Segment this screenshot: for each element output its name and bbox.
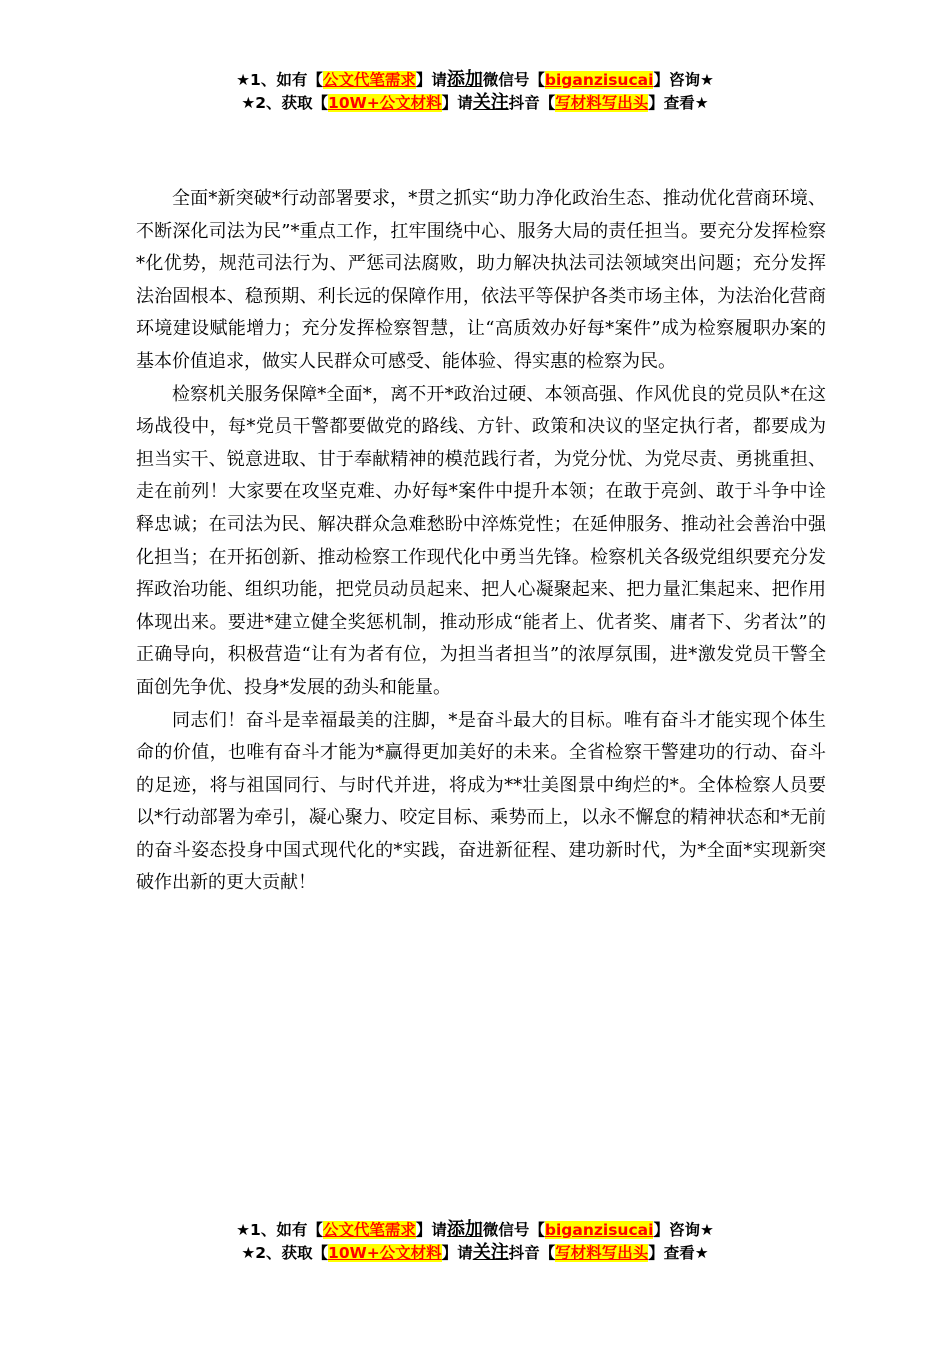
banner-line-1 bbox=[0, 68, 950, 91]
banner-text: 】请 bbox=[441, 94, 473, 112]
banner-text: 】请 bbox=[441, 1244, 473, 1262]
header-banner bbox=[0, 68, 950, 114]
banner-text: 】查看★ bbox=[648, 94, 709, 112]
highlight-service: 公文代笔需求 bbox=[322, 71, 416, 89]
banner-text: 微信号【 bbox=[482, 71, 545, 89]
highlight-materials: 10W+公文材料 bbox=[328, 1244, 442, 1262]
highlight-douyin-account: 写材料写出头 bbox=[555, 94, 649, 112]
banner-text: ★1、如有【 bbox=[236, 1221, 323, 1239]
highlight-materials: 10W+公文材料 bbox=[328, 94, 442, 112]
banner-text: 】咨询★ bbox=[653, 71, 714, 89]
banner-text: 抖音【 bbox=[508, 1244, 556, 1262]
emphasis-add: 添加 bbox=[446, 69, 483, 90]
emphasis-follow: 关注 bbox=[472, 1242, 509, 1263]
banner-text: 】查看★ bbox=[648, 1244, 709, 1262]
banner-line-1 bbox=[0, 1218, 950, 1241]
highlight-wechat-id: biganzisucai bbox=[544, 71, 654, 89]
banner-text: 微信号【 bbox=[482, 1221, 545, 1239]
banner-text: ★1、如有【 bbox=[236, 71, 323, 89]
banner-text: ★2、获取【 bbox=[241, 1244, 329, 1262]
document-body bbox=[136, 183, 826, 900]
emphasis-follow: 关注 bbox=[472, 92, 509, 113]
banner-text: ★2、获取【 bbox=[241, 94, 329, 112]
banner-line-2 bbox=[0, 91, 950, 114]
highlight-wechat-id: biganzisucai bbox=[544, 1221, 654, 1239]
paragraph-3: 同志们！奋斗是幸福最美的注脚，*是奋斗最大的目标。唯有奋斗才能实现个体生命的价值，也唯有奋斗才能为*赢得更加美好的未来。全省检察干警建功的行动、奋斗的足迹，将与祖国同行、与时代并进，将成为**壮美图景中绚烂的*。全体检察人员要以*行动部署为牵引，凝心聚力、咬定目标、乘势而上，以永不懈怠的精神状态和*无前的奋斗姿态投身中国式现代化的*实践，奋进新征程、建功新时代，为*全面*实现新突破作出新的更大贡献！ bbox=[136, 709, 826, 894]
banner-text: 】请 bbox=[415, 1221, 447, 1239]
paragraph-2: 检察机关服务保障*全面*，离不开*政治过硬、本领高强、作风优良的党员队*在这场战役中，每*党员干警都要做党的路线、方针、政策和决议的坚定执行者，都要成为担当实干、锐意进取、甘于奉献精神的模范践行者，为党分忧、为党尽责、勇挑重担、走在前列！大家要在攻坚克难、办好每*案件中提升本领；在敢于亮剑、敢于斗争中诠释忠诚；在司法为民、解决群众急难愁盼中淬炼党性；在延伸服务、推动社会善治中强化担当；在开拓创新、推动检察工作现代化中勇当先锋。检察机关各级党组织要充分发挥政治功能、组织功能，把党员动员起来、把人心凝聚起来、把力量汇集起来、把作用体现出来。要进*建立健全奖惩机制，推动形成“能者上、优者奖、庸者下、劣者汰”的正确导向，积极营造“让有为者有位，为担当者担当”的浓厚氛围，进*激发党员干警全面创先争优、投身*发展的劲头和能量。 bbox=[136, 383, 826, 698]
banner-line-2 bbox=[0, 1241, 950, 1264]
emphasis-add: 添加 bbox=[446, 1219, 483, 1240]
highlight-douyin-account: 写材料写出头 bbox=[555, 1244, 649, 1262]
footer-banner bbox=[0, 1218, 950, 1264]
banner-text: 】请 bbox=[415, 71, 447, 89]
banner-text: 】咨询★ bbox=[653, 1221, 714, 1239]
highlight-service: 公文代笔需求 bbox=[322, 1221, 416, 1239]
paragraph-1: 全面*新突破*行动部署要求，*贯之抓实“助力净化政治生态、推动优化营商环境、不断深化司法为民”*重点工作，扛牢围绕中心、服务大局的责任担当。要充分发挥检察*化优势，规范司法行为、严惩司法腐败，助力解决执法司法领域突出问题；充分发挥法治固根本、稳预期、利长远的保障作用，依法平等保护各类市场主体，为法治化营商环境建设赋能增力；充分发挥检察智慧，让“高质效办好每*案件”成为检察履职办案的基本价值追求，做实人民群众可感受、能体验、得实惠的检察为民。 bbox=[136, 188, 826, 372]
banner-text: 抖音【 bbox=[508, 94, 556, 112]
